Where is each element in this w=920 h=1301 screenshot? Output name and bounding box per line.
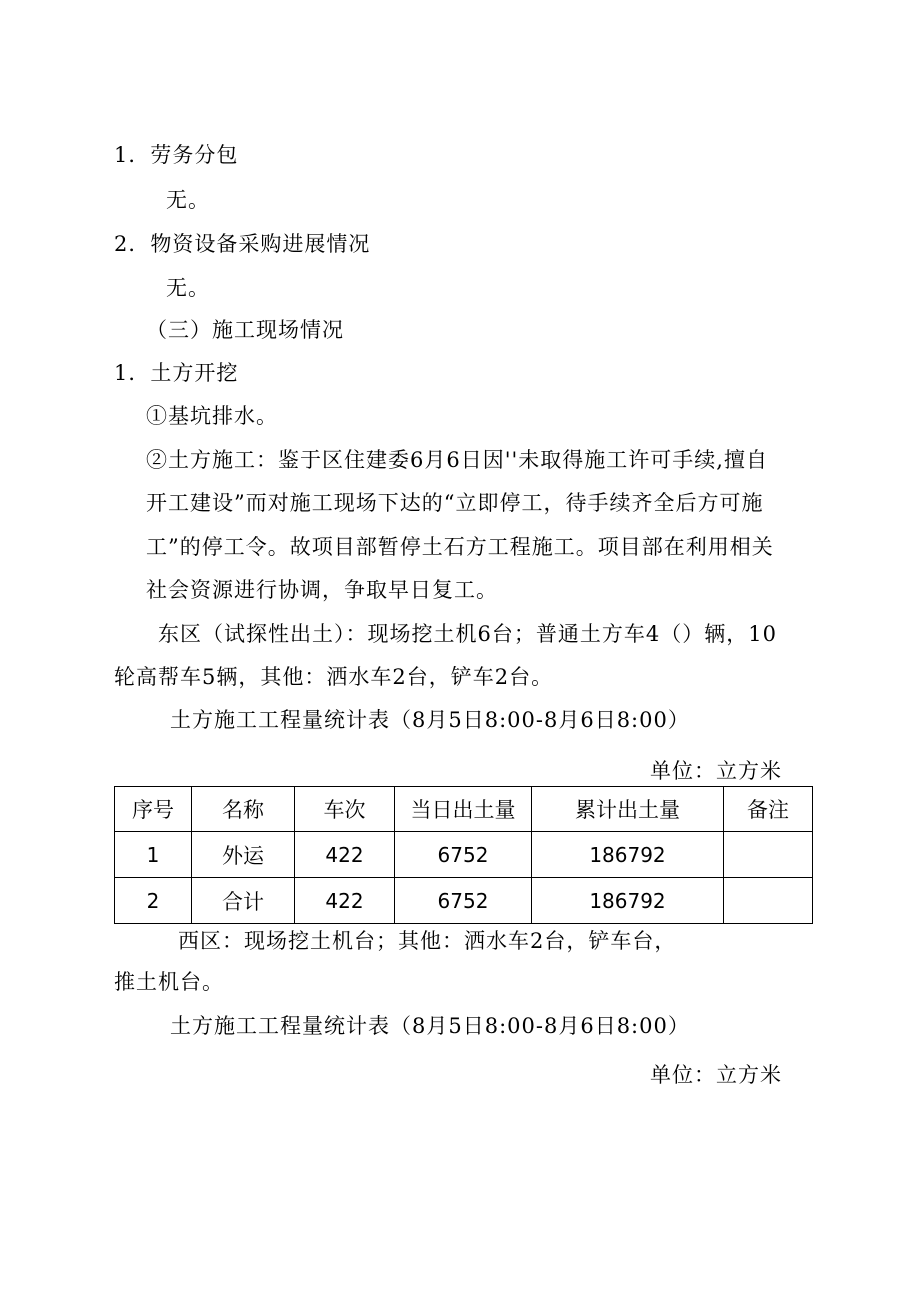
table-cell bbox=[724, 832, 813, 878]
table-cell: 186792 bbox=[532, 832, 724, 878]
table-cell: 外运 bbox=[192, 832, 295, 878]
column-header: 当日出土量 bbox=[395, 787, 532, 832]
table-unit-label: 单位：立方米 bbox=[650, 759, 782, 783]
table-cell: 422 bbox=[295, 878, 395, 924]
paragraph-line: 开工建设”而对施工现场下达的“立即停工，待手续齐全后方可施 bbox=[146, 491, 764, 515]
section-heading-site-status: （三）施工现场情况 bbox=[146, 318, 344, 342]
table-cell: 1 bbox=[115, 832, 192, 878]
table-cell: 合计 bbox=[192, 878, 295, 924]
table-row bbox=[115, 878, 813, 924]
table-unit-label: 单位：立方米 bbox=[650, 1063, 782, 1087]
table-title: 土方施工工程量统计表（8月5日8:00-8月6日8:00） bbox=[170, 708, 690, 732]
table-cell: 6752 bbox=[395, 832, 532, 878]
paragraph-line-east-zone: 东区（试探性出土）：现场挖土机6台；普通土方车4（）辆，10 bbox=[158, 622, 777, 646]
paragraph-line-west-zone: 推土机台。 bbox=[114, 970, 224, 994]
table-cell: 6752 bbox=[395, 878, 532, 924]
table-row bbox=[115, 832, 813, 878]
section-body-labor-subcontract: 无。 bbox=[166, 188, 210, 212]
column-header: 车次 bbox=[295, 787, 395, 832]
section-heading-labor-subcontract: 1．劳务分包 bbox=[114, 143, 239, 167]
paragraph-line-west-zone: 西区：现场挖土机台；其他：洒水车2台，铲车台， bbox=[178, 929, 677, 953]
column-header: 序号 bbox=[115, 787, 192, 832]
paragraph-line: ②土方施工：鉴于区住建委6月6日因''未取得施工许可手续,擅自 bbox=[146, 448, 768, 472]
table-cell: 422 bbox=[295, 832, 395, 878]
column-header: 备注 bbox=[724, 787, 813, 832]
paragraph-line: 工”的停工令。故项目部暂停土石方工程施工。项目部在利用相关 bbox=[146, 535, 774, 559]
table-cell: 186792 bbox=[532, 878, 724, 924]
section-body-procurement: 无。 bbox=[166, 276, 210, 300]
list-item-pit-drainage: ①基坑排水。 bbox=[146, 404, 278, 428]
table-cell bbox=[724, 878, 813, 924]
paragraph-line: 社会资源进行协调，争取早日复工。 bbox=[146, 578, 498, 602]
table-cell: 2 bbox=[115, 878, 192, 924]
paragraph-line-east-zone: 轮高帮车5辆，其他：洒水车2台，铲车2台。 bbox=[114, 665, 554, 689]
table-title: 土方施工工程量统计表（8月5日8:00-8月6日8:00） bbox=[170, 1014, 690, 1038]
subsection-heading-earthwork: 1．土方开挖 bbox=[114, 361, 239, 385]
column-header: 名称 bbox=[192, 787, 295, 832]
section-heading-procurement: 2．物资设备采购进展情况 bbox=[114, 232, 371, 256]
table-header-row bbox=[115, 787, 813, 832]
earthwork-quantity-table bbox=[114, 786, 813, 924]
column-header: 累计出土量 bbox=[532, 787, 724, 832]
